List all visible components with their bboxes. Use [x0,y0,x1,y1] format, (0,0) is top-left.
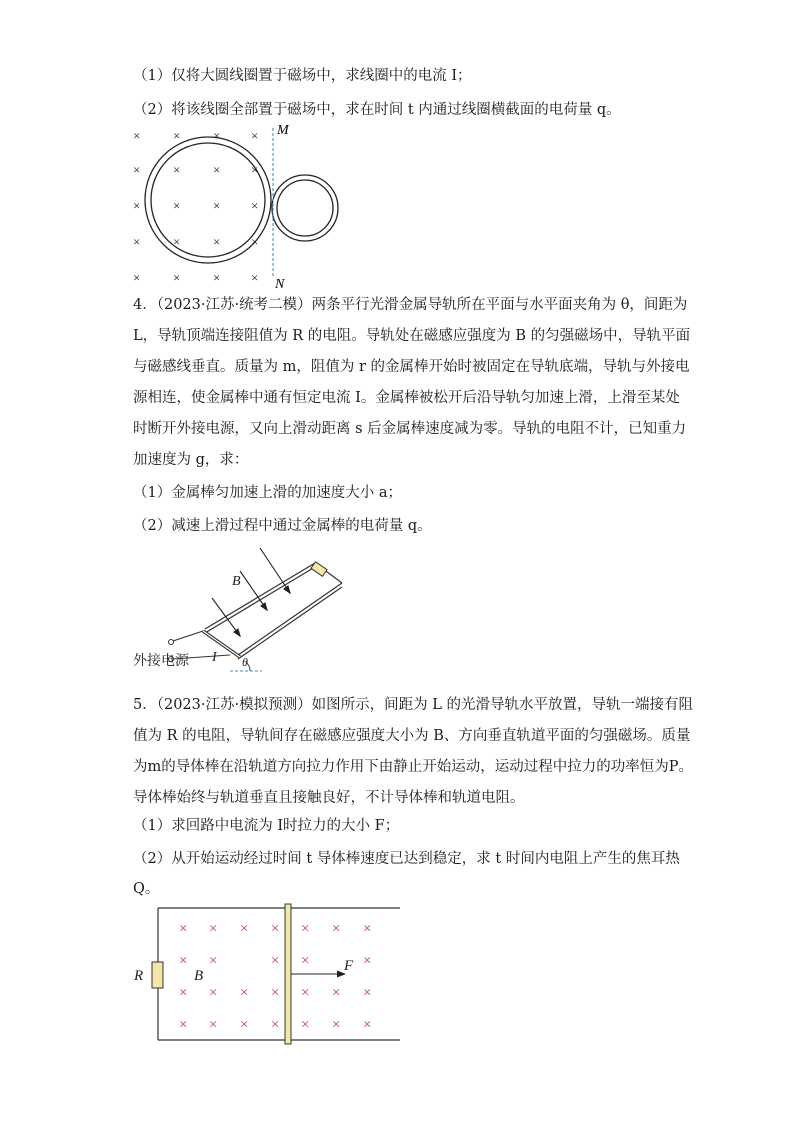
field-cross: × [301,1017,310,1033]
field-cross: × [301,985,310,1001]
field-cross: × [179,1017,188,1033]
q5-line-1: 5．（2023·江苏·模拟预测）如图所示，间距为 L 的光滑导轨水平放置，导轨一端接有阻 [133,697,693,713]
q4-line-5: 时断开外接电源，又向上滑动距离 s 后金属棒速度减为零。导轨的电阻不计，已知重力 [133,421,687,437]
q4-sub1: （1）金属棒匀加速上滑的加速度大小 a； [133,485,402,501]
q3-sub1: （1）仅将大圆线圈置于磁场中，求线圈中的电流 I； [133,68,472,84]
q4-line-3: 与磁感线垂直。质量为 m，阻值为 r 的金属棒开始时被固定在导轨底端，导轨与外接电 [133,359,690,375]
field-cross: × [301,921,310,937]
field-cross: × [363,921,372,937]
figure-inclined-rails [130,543,355,673]
label-m: M [277,123,289,138]
label-i: I [212,650,217,665]
q4-sub2: （2）减速上滑过程中通过金属棒的电荷量 q。 [133,518,432,534]
label-n: N [275,277,285,290]
q4-line-2: L，导轨顶端连接阻值为 R 的电阻。导轨处在磁感应强度为 B 的匀强磁场中，导轨平面 [133,328,691,344]
field-cross: × [133,198,141,213]
field-cross: × [133,128,141,143]
field-cross: × [271,985,280,1001]
rail-lower-b [238,587,342,659]
field-cross: × [363,985,372,1001]
field-cross: × [251,198,259,213]
field-cross: × [213,162,221,177]
q4-line-4: 源相连，使金属棒中通有恒定电流 I。金属棒被松开后沿导轨匀加速上滑，上滑至某处 [133,390,680,406]
label-b: B [232,574,241,589]
field-cross: × [213,198,221,213]
q4-line-6: 加速度为 g，求： [133,452,249,468]
label-r: R [134,968,144,984]
field-cross: × [271,921,280,937]
field-cross: × [240,921,249,937]
rail-upper [205,563,315,629]
field-cross: × [209,953,218,969]
metal-rod-inner [203,631,240,657]
figure-horizontal-rails [128,902,408,1048]
field-cross: × [240,985,249,1001]
q5-sub2a: （2）从开始运动经过时间 t 导体棒速度已达到稳定，求 t 时间内电阻上产生的焦耳热 [133,851,680,867]
field-cross: × [173,128,181,143]
field-cross: × [179,953,188,969]
field-cross: × [332,985,341,1001]
q4-line-1: 4．（2023·江苏·统考二模）两条平行光滑金属导轨所在平面与水平面夹角为 θ，间距为 [133,297,688,313]
field-cross: × [251,162,259,177]
rail-lower [238,583,342,655]
field-cross: × [133,270,141,285]
field-cross: × [271,1017,280,1033]
field-cross: × [271,953,280,969]
q5-line-2: 值为 R 的电阻，导轨间存在磁感应强度大小为 B、方向垂直轨道平面的匀强磁场。质量 [133,728,691,744]
field-cross: × [209,985,218,1001]
label-external-source: 外接电源 [133,654,189,669]
b-field-arrows [212,548,290,636]
field-cross: × [133,234,141,249]
terminal-1 [169,640,174,645]
small-coil-outer [272,175,338,241]
q5-line-3: 为m的导体棒在沿轨道方向拉力作用下由静止开始运动，运动过程中拉力的功率恒为P。 [133,759,694,775]
q5-sub2b: Q。 [133,881,160,897]
field-cross: × [213,270,221,285]
field-cross: × [251,128,259,143]
q5-sub1: （1）求回路中电流为 I时拉力的大小 F； [133,818,400,834]
label-f: F [344,958,354,974]
field-cross: × [173,270,181,285]
magnetic-field-crosses [179,921,371,1033]
small-coil-inner [277,180,333,236]
q5-line-4: 导体棒始终与轨道垂直且接触良好，不计导体棒和轨道电阻。 [133,790,525,806]
field-cross: × [332,921,341,937]
field-cross: × [301,953,310,969]
label-theta: θ [242,655,248,669]
field-cross: × [213,234,221,249]
figure-coils [125,118,365,290]
conductor-rod [285,904,291,1044]
field-cross: × [209,1017,218,1033]
field-cross: × [179,985,188,1001]
field-cross: × [213,128,221,143]
field-cross: × [133,162,141,177]
field-cross: × [332,1017,341,1033]
field-cross: × [251,234,259,249]
field-cross: × [363,1017,372,1033]
field-cross: × [179,921,188,937]
field-cross: × [240,1017,249,1033]
field-cross: × [173,198,181,213]
resistor-r [152,962,163,988]
label-b: B [194,968,204,984]
field-cross: × [209,921,218,937]
q3-sub2: （2）将该线圈全部置于磁场中，求在时间 t 内通过线圈横截面的电荷量 q。 [133,102,621,118]
field-cross: × [363,953,372,969]
source-wire-1 [173,631,203,641]
field-cross: × [173,162,181,177]
large-coil-inner [151,143,265,257]
field-cross: × [251,270,259,285]
field-cross: × [173,234,181,249]
